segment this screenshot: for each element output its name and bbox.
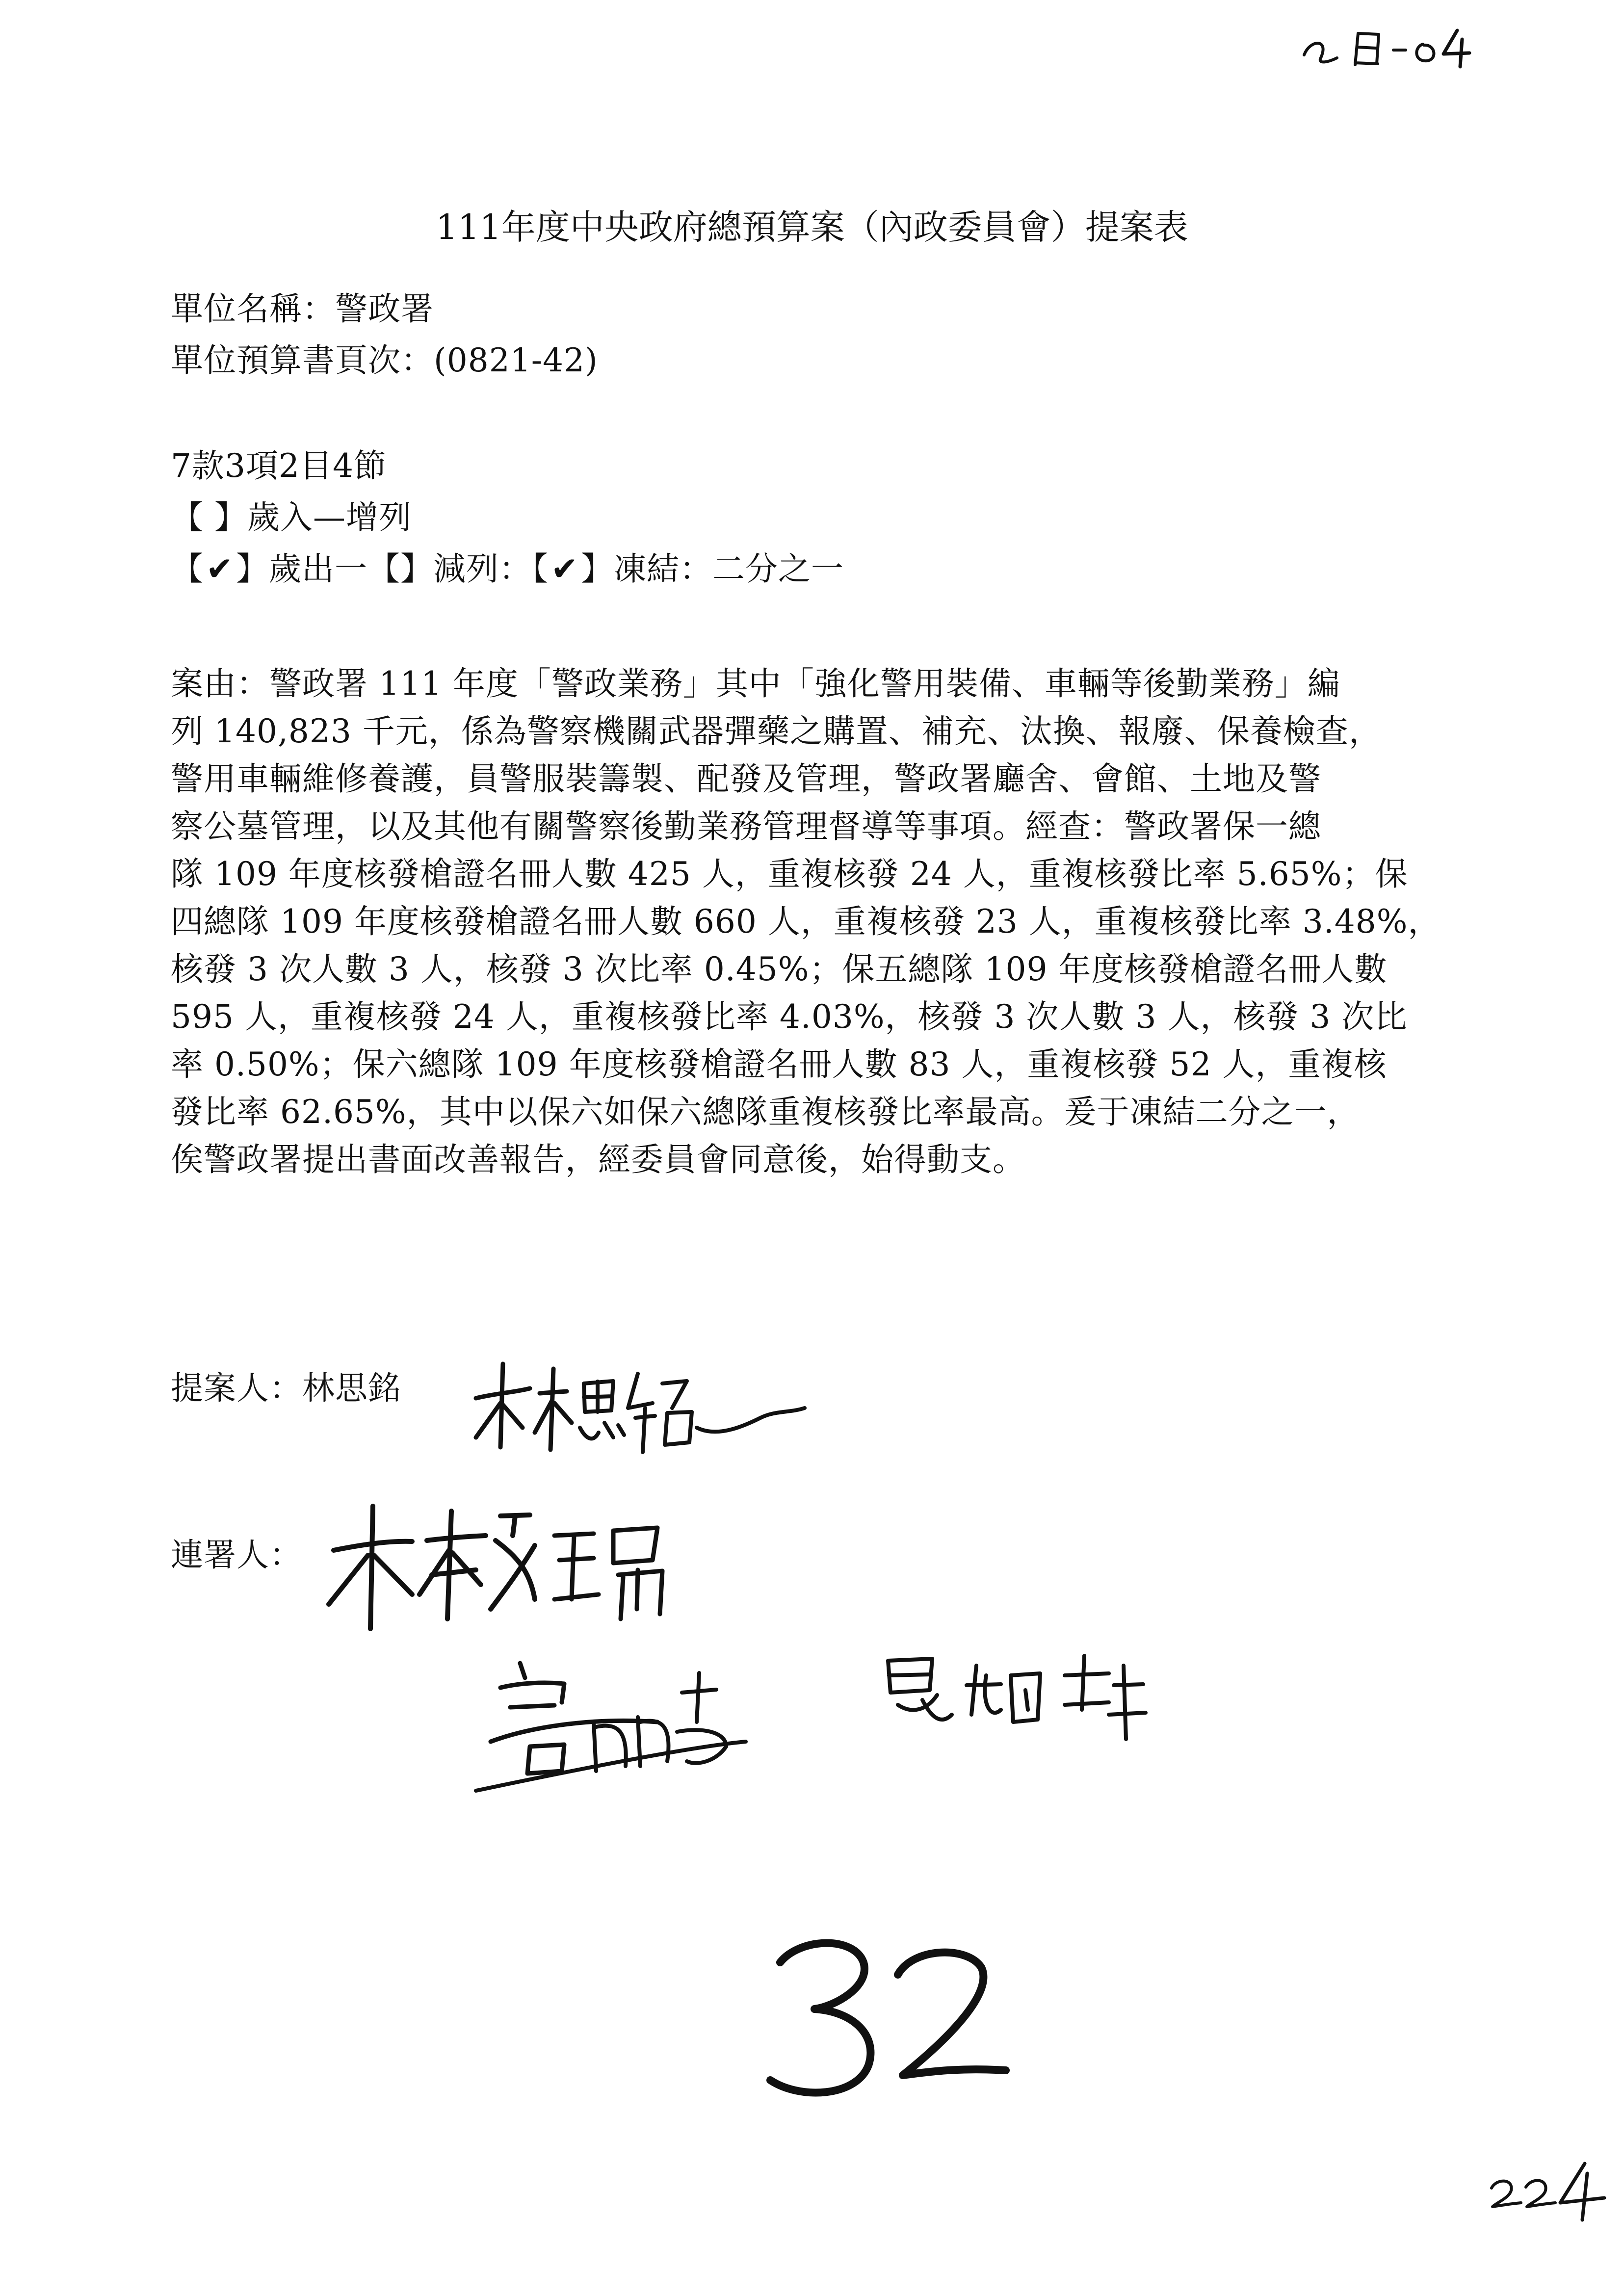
handwritten-corner-note <box>1300 20 1506 74</box>
freeze-bracket-close: 】 <box>581 550 614 588</box>
budget-page-line: 單位預算書頁次：(0821-42) <box>171 341 598 379</box>
handwritten-page-number <box>756 1928 1011 2110</box>
expenditure-line <box>171 547 844 591</box>
cosigner-signature <box>878 1646 1153 1744</box>
empty-checkbox: 【】 <box>367 550 433 588</box>
reason-paragraph <box>171 660 1495 1183</box>
page-title: 111年度中央政府總預算案（內政委員會）提案表 <box>436 207 1188 247</box>
expenditure-label: 歲出一 <box>269 550 367 588</box>
handwritten-corner-page-number <box>1487 2149 1614 2222</box>
reason-line: 595 人，重複核發 24 人，重複核發比率 4.03%，核發 3 次人數 3 人，核發 3 次比 <box>171 998 1408 1036</box>
reason-line: 列 140,823 千元，係為警察機關武器彈藥之購置、補充、汰換、報廢、保養檢查， <box>171 712 1382 750</box>
reason-line: 發比率 62.65%，其中以保六如保六總隊重複核發比率最高。爰于凍結二分之一， <box>171 1093 1360 1131</box>
revenue-increase-line <box>171 496 412 540</box>
cosigner-signature <box>319 1496 702 1634</box>
reduce-label: 減列： <box>433 550 532 588</box>
expenditure-bracket-close: 】 <box>236 550 269 588</box>
reason-line: 核發 3 次人數 3 人，核發 3 次比率 0.45%；保五總隊 109 年度核發槍證名冊人數 <box>171 950 1388 988</box>
reason-line: 察公墓管理，以及其他有關警察後勤業務管理督導等事項。經查：警政署保一總 <box>171 808 1321 845</box>
expenditure-bracket-open: 【 <box>171 550 204 588</box>
revenue-checkbox: 【 】 <box>171 498 247 536</box>
cosigner-signature <box>471 1648 814 1796</box>
revenue-increase-label: 歲入—增列 <box>247 498 412 536</box>
expenditure-check-icon: ✔ <box>206 550 234 588</box>
cosigner-label: 連署人： <box>171 1536 302 1574</box>
section-line: 7款3項2目4節 <box>171 447 387 485</box>
reason-line: 俟警政署提出書面改善報告，經委員會同意後，始得動支。 <box>171 1141 1025 1178</box>
proposer-label: 提案人：林思銘 <box>171 1369 401 1407</box>
reason-line: 四總隊 109 年度核發槍證名冊人數 660 人，重複核發 23 人，重複核發比率 3.48%， <box>171 903 1441 940</box>
reason-line: 隊 109 年度核發槍證名冊人數 425 人，重複核發 24 人，重複核發比率 5.65%；保 <box>171 855 1408 893</box>
reason-line: 率 0.50%；保六總隊 109 年度核發槍證名冊人數 83 人，重複核發 52 人，重複核 <box>171 1045 1387 1083</box>
unit-name-line: 單位名稱：警政署 <box>171 290 434 328</box>
freeze-bracket-open: 【 <box>532 550 549 588</box>
reason-line: 警用車輛維修養護，員警服裝籌製、配發及管理，警政署廳舍、會館、土地及警 <box>171 760 1321 798</box>
freeze-check-icon: ✔ <box>550 550 579 588</box>
proposer-signature <box>466 1354 810 1477</box>
freeze-label: 凍結：二分之一 <box>614 550 844 588</box>
reason-line: 案由：警政署 111 年度「警政業務」其中「強化警用裝備、車輛等後勤業務」編 <box>171 665 1340 703</box>
